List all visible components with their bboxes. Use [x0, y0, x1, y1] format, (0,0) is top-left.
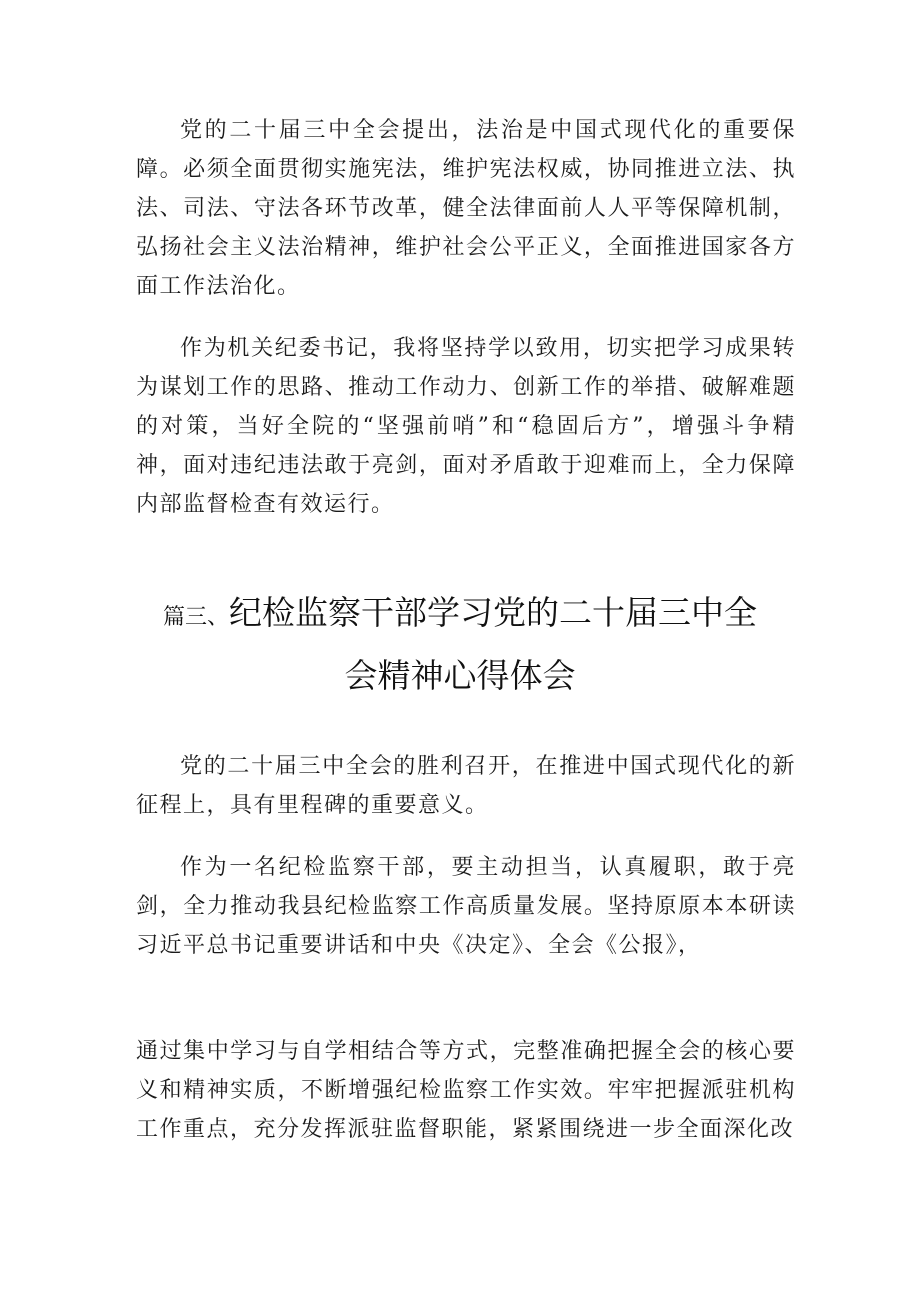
paragraph-rule-of-law: 党的二十届三中全会提出，法治是中国式现代化的重要保障。必须全面贯彻实施宪法，维护宪法权威，协同推进立法、执法、司法、守法各环节改革，健全法律面前人人平等保障机制，弘扬社会主义法治精神，维护社会公平正义，全面推进国家各方面工作法治化。 — [136, 118, 796, 299]
heading-line-1: 纪检监察干部学习党的二十届三中全 — [229, 593, 757, 632]
heading-prefix: 篇三、 — [162, 605, 229, 630]
section-heading — [110, 584, 810, 705]
paragraph-cadre-duty: 作为一名纪检监察干部，要主动担当，认真履职，敢于亮剑，全力推动我县纪检监察工作高质量发展。坚持原原本本研读习近平总书记重要讲话和中央《决定》、全会《公报》， — [136, 855, 796, 958]
paragraph-plenum-significance: 党的二十届三中全会的胜利召开，在推进中国式现代化的新征程上，具有里程碑的重要意义。 — [136, 754, 796, 818]
paragraph-study-methods: 通过集中学习与自学相结合等方式，完整准确把握全会的核心要义和精神实质，不断增强纪检监察工作实效。牢牢把握派驻机构工作重点，充分发挥派驻监督职能，紧紧围绕进一步全面深化改 — [136, 1039, 796, 1142]
paragraph-commitment: 作为机关纪委书记，我将坚持学以致用，切实把学习成果转为谋划工作的思路、推动工作动力、创新工作的举措、破解难题的对策，当好全院的“坚强前哨”和“稳固后方”，增强斗争精神，面对违纪违法敢于亮剑，面对矛盾敢于迎难而上，全力保障内部监督检查有效运行。 — [136, 336, 796, 517]
heading-line-2: 会精神心得体会 — [344, 656, 576, 695]
